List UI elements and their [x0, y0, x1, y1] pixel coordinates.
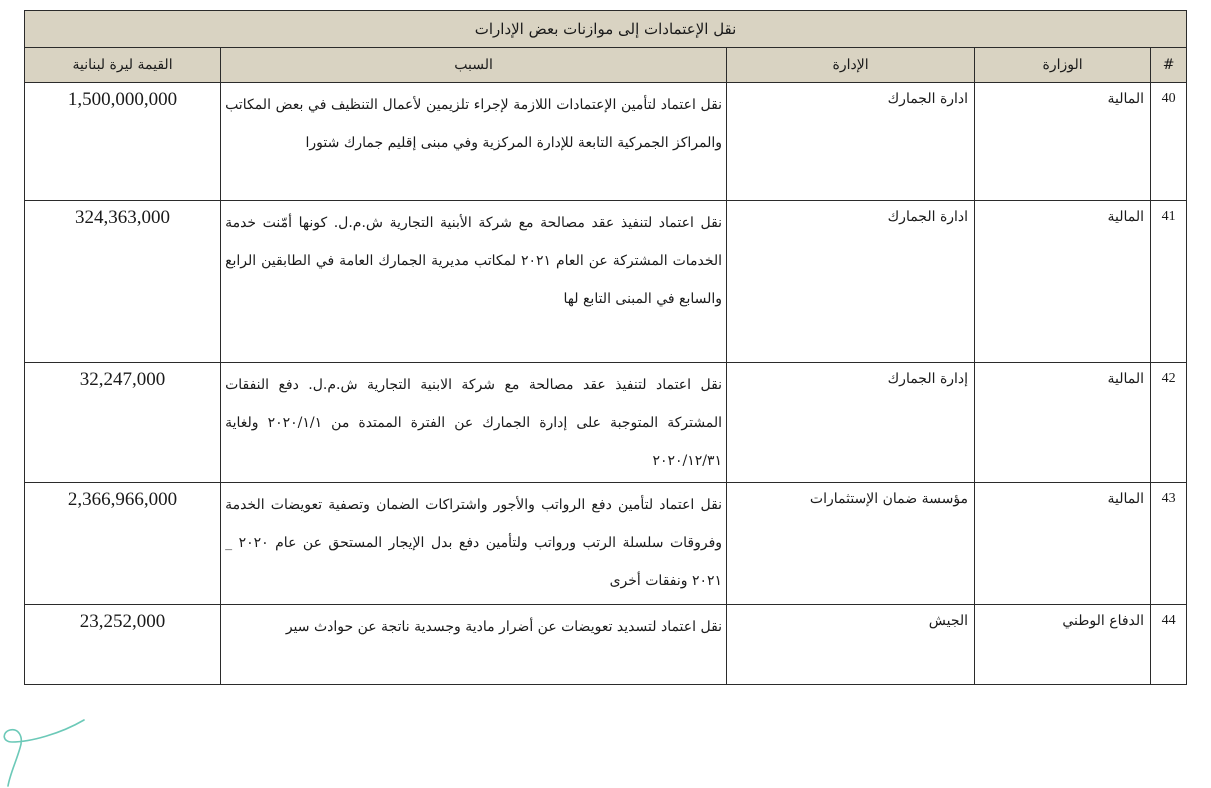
row-number: 41 — [1151, 201, 1187, 363]
row-reason: نقل اعتماد لتنفيذ عقد مصالحة مع شركة الابنية التجارية ش.م.ل. دفع النفقات المشتركة المتوجبة على إدارة الجمارك عن الفترة الممتدة من ٢٠٢٠/١/١ ولغاية ٢٠٢٠/١٢/٣١ — [221, 363, 727, 483]
row-department: مؤسسة ضمان الإستثمارات — [727, 483, 975, 605]
table-title-row — [25, 11, 1187, 48]
row-value: 2,366,966,000 — [25, 483, 221, 605]
row-ministry: المالية — [975, 363, 1151, 483]
table-row — [25, 605, 1187, 685]
header-reason: السبب — [221, 48, 727, 83]
row-number: 40 — [1151, 83, 1187, 201]
header-ministry: الوزارة — [975, 48, 1151, 83]
document-sheet — [24, 10, 1186, 685]
signature-mark — [0, 712, 110, 788]
row-department: ادارة الجمارك — [727, 201, 975, 363]
table-row — [25, 363, 1187, 483]
row-department: ادارة الجمارك — [727, 83, 975, 201]
row-reason: نقل اعتماد لتأمين دفع الرواتب والأجور واشتراكات الضمان وتصفية تعويضات الخدمة وفروقات سلسلة الرتب ورواتب ولتأمين دفع بدل الإيجار المستحق عن عام ٢٠٢٠ _ ٢٠٢١ ونفقات أخرى — [221, 483, 727, 605]
row-reason: نقل اعتماد لتأمين الإعتمادات اللازمة لإجراء تلزيمين لأعمال التنظيف في بعض المكاتب والمراكز الجمركية التابعة للإدارة المركزية وفي مبنى إقليم جمارك شتورا — [221, 83, 727, 201]
header-value: القيمة ليرة لبنانية — [25, 48, 221, 83]
row-department: الجيش — [727, 605, 975, 685]
row-ministry: المالية — [975, 483, 1151, 605]
row-ministry: المالية — [975, 83, 1151, 201]
row-value: 32,247,000 — [25, 363, 221, 483]
row-number: 42 — [1151, 363, 1187, 483]
header-department: الإدارة — [727, 48, 975, 83]
row-department: إدارة الجمارك — [727, 363, 975, 483]
table-title: نقل الإعتمادات إلى موازنات بعض الإدارات — [25, 11, 1187, 48]
row-number: 43 — [1151, 483, 1187, 605]
row-value: 1,500,000,000 — [25, 83, 221, 201]
row-reason: نقل اعتماد لتسديد تعويضات عن أضرار مادية وجسدية ناتجة عن حوادث سير — [221, 605, 727, 685]
row-ministry: المالية — [975, 201, 1151, 363]
header-number: # — [1151, 48, 1187, 83]
row-reason: نقل اعتماد لتنفيذ عقد مصالحة مع شركة الأبنية التجارية ش.م.ل. كونها أمّنت خدمة الخدمات المشتركة عن العام ٢٠٢١ لمكاتب مديرية الجمارك العامة في الطابقين الرابع والسابع في المبنى التابع لها — [221, 201, 727, 363]
appropriations-table — [24, 10, 1187, 685]
table-row — [25, 83, 1187, 201]
table-row — [25, 201, 1187, 363]
table-row — [25, 483, 1187, 605]
row-ministry: الدفاع الوطني — [975, 605, 1151, 685]
row-value: 23,252,000 — [25, 605, 221, 685]
table-header-row — [25, 48, 1187, 83]
row-value: 324,363,000 — [25, 201, 221, 363]
row-number: 44 — [1151, 605, 1187, 685]
